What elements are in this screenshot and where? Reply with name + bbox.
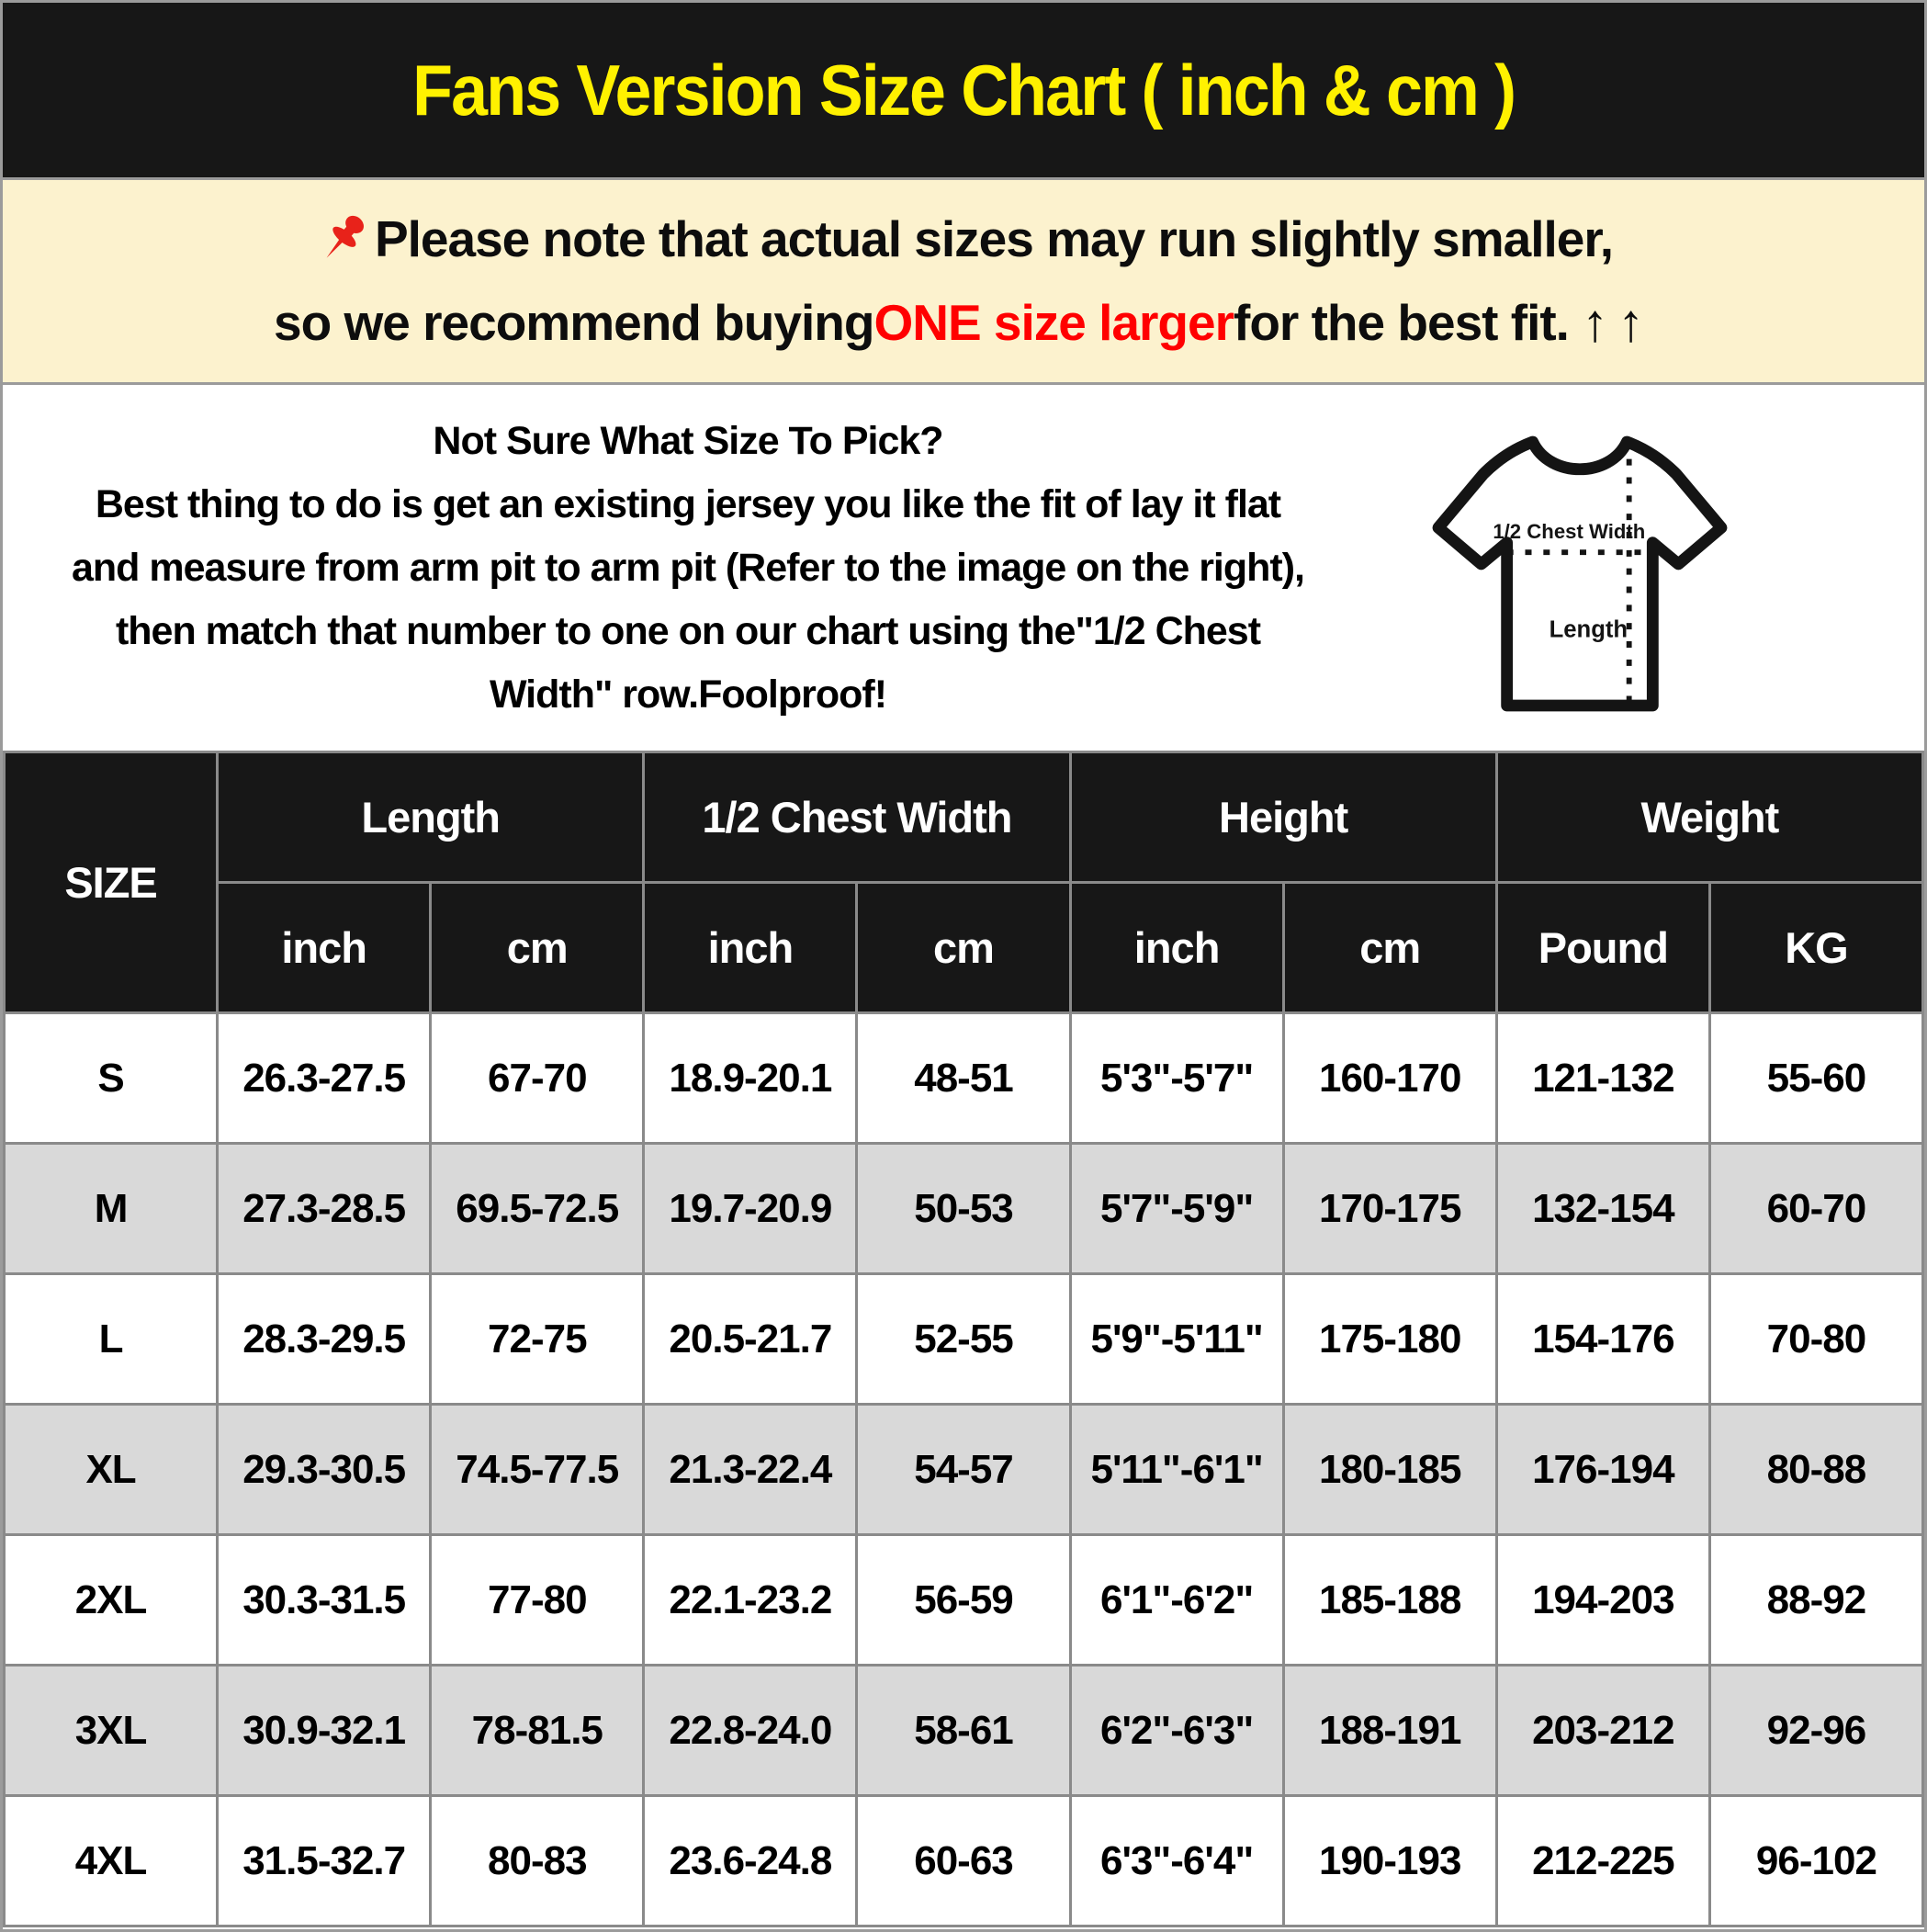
table-cell: 190-193 <box>1283 1796 1496 1926</box>
table-cell: 58-61 <box>857 1666 1070 1796</box>
tshirt-diagram <box>1419 410 1741 731</box>
table-cell: 194-203 <box>1496 1535 1709 1666</box>
table-cell: 92-96 <box>1709 1666 1922 1796</box>
page-title: Fans Version Size Chart ( inch & cm ) <box>412 49 1515 130</box>
size-table <box>3 751 1924 1927</box>
table-cell: 31.5-32.7 <box>218 1796 431 1926</box>
table-cell: 170-175 <box>1283 1144 1496 1274</box>
table-cell: 176-194 <box>1496 1405 1709 1535</box>
table-cell: 96-102 <box>1709 1796 1922 1926</box>
table-cell: 52-55 <box>857 1274 1070 1405</box>
size-cell: 2XL <box>5 1535 218 1666</box>
chest-width-label: 1/2 Chest Width <box>1493 520 1646 543</box>
guide-line: and measure from arm pit to arm pit (Refer to the image on the right), <box>71 545 1304 590</box>
table-cell: 23.6-24.8 <box>644 1796 857 1926</box>
table-cell: 72-75 <box>431 1274 644 1405</box>
table-cell: 20.5-21.7 <box>644 1274 857 1405</box>
guide-heading: Not Sure What Size To Pick? <box>433 418 943 463</box>
table-row <box>5 1796 1923 1926</box>
table-cell: 5'9"-5'11" <box>1070 1274 1283 1405</box>
note-text-1: Please note that actual sizes may run slightly smaller, <box>374 209 1614 267</box>
sub-header-height-inch: inch <box>1070 883 1283 1013</box>
table-cell: 30.9-32.1 <box>218 1666 431 1796</box>
title-band <box>3 3 1924 177</box>
table-cell: 18.9-20.1 <box>644 1013 857 1144</box>
size-cell: M <box>5 1144 218 1274</box>
table-cell: 203-212 <box>1496 1666 1709 1796</box>
length-label: Length <box>1549 616 1628 643</box>
table-cell: 5'7"-5'9" <box>1070 1144 1283 1274</box>
table-row <box>5 1535 1923 1666</box>
table-cell: 6'1"-6'2" <box>1070 1535 1283 1666</box>
table-cell: 77-80 <box>431 1535 644 1666</box>
table-cell: 74.5-77.5 <box>431 1405 644 1535</box>
table-cell: 180-185 <box>1283 1405 1496 1535</box>
table-cell: 60-63 <box>857 1796 1070 1926</box>
size-cell: 3XL <box>5 1666 218 1796</box>
sub-header-chest-cm: cm <box>857 883 1070 1013</box>
table-row <box>5 1144 1923 1274</box>
table-cell: 60-70 <box>1709 1144 1922 1274</box>
pushpin-icon <box>314 210 371 267</box>
table-cell: 29.3-30.5 <box>218 1405 431 1535</box>
table-cell: 70-80 <box>1709 1274 1922 1405</box>
table-cell: 27.3-28.5 <box>218 1144 431 1274</box>
table-cell: 30.3-31.5 <box>218 1535 431 1666</box>
table-cell: 80-88 <box>1709 1405 1922 1535</box>
table-cell: 154-176 <box>1496 1274 1709 1405</box>
table-cell: 21.3-22.4 <box>644 1405 857 1535</box>
table-cell: 55-60 <box>1709 1013 1922 1144</box>
table-cell: 26.3-27.5 <box>218 1013 431 1144</box>
table-cell: 67-70 <box>431 1013 644 1144</box>
table-row <box>5 1274 1923 1405</box>
table-cell: 121-132 <box>1496 1013 1709 1144</box>
size-cell: XL <box>5 1405 218 1535</box>
sub-header-length-inch: inch <box>218 883 431 1013</box>
note-line-2 <box>274 292 1653 354</box>
table-row <box>5 1013 1923 1144</box>
group-header-weight: Weight <box>1496 752 1922 883</box>
table-cell: 188-191 <box>1283 1666 1496 1796</box>
guide-line: then match that number to one on our chart using the"1/2 Chest <box>115 608 1261 653</box>
up-arrows-icon: ↑↑ <box>1581 292 1653 353</box>
table-row <box>5 1666 1923 1796</box>
table-cell: 69.5-72.5 <box>431 1144 644 1274</box>
size-cell: L <box>5 1274 218 1405</box>
guide-line: Width" row.Foolproof! <box>489 672 887 717</box>
table-cell: 212-225 <box>1496 1796 1709 1926</box>
sub-header-weight-pound: Pound <box>1496 883 1709 1013</box>
note-line-1 <box>314 209 1613 268</box>
table-cell: 80-83 <box>431 1796 644 1926</box>
group-header-chest-width: 1/2 Chest Width <box>644 752 1070 883</box>
table-cell: 50-53 <box>857 1144 1070 1274</box>
table-cell: 54-57 <box>857 1405 1070 1535</box>
group-header-row <box>5 752 1923 883</box>
sub-header-row <box>5 883 1923 1013</box>
table-cell: 6'2"-6'3" <box>1070 1666 1283 1796</box>
table-cell: 175-180 <box>1283 1274 1496 1405</box>
group-header-length: Length <box>218 752 644 883</box>
size-table-body <box>5 1013 1923 1926</box>
table-cell: 19.7-20.9 <box>644 1144 857 1274</box>
table-cell: 132-154 <box>1496 1144 1709 1274</box>
size-cell: 4XL <box>5 1796 218 1926</box>
guide-text <box>3 402 1419 734</box>
table-cell: 56-59 <box>857 1535 1070 1666</box>
sub-header-height-cm: cm <box>1283 883 1496 1013</box>
table-cell: 5'3"-5'7" <box>1070 1013 1283 1144</box>
note-text-2-pre: so we recommend buying <box>274 294 874 351</box>
group-header-height: Height <box>1070 752 1496 883</box>
sub-header-length-cm: cm <box>431 883 644 1013</box>
table-cell: 160-170 <box>1283 1013 1496 1144</box>
sub-header-chest-inch: inch <box>644 883 857 1013</box>
size-cell: S <box>5 1013 218 1144</box>
table-row <box>5 1405 1923 1535</box>
guide-line: Best thing to do is get an existing jersey you like the fit of lay it flat <box>95 481 1281 526</box>
table-cell: 5'11"-6'1" <box>1070 1405 1283 1535</box>
table-cell: 78-81.5 <box>431 1666 644 1796</box>
size-header-cell: SIZE <box>5 752 218 1013</box>
table-cell: 6'3"-6'4" <box>1070 1796 1283 1926</box>
table-cell: 48-51 <box>857 1013 1070 1144</box>
size-table-head <box>5 752 1923 1013</box>
table-cell: 22.1-23.2 <box>644 1535 857 1666</box>
one-size-larger-highlight: ONE size larger <box>873 294 1234 351</box>
table-cell: 28.3-29.5 <box>218 1274 431 1405</box>
tshirt-outline <box>1438 442 1721 706</box>
note-banner <box>3 177 1924 385</box>
guide-section <box>3 385 1924 751</box>
table-cell: 88-92 <box>1709 1535 1922 1666</box>
table-cell: 185-188 <box>1283 1535 1496 1666</box>
table-cell: 22.8-24.0 <box>644 1666 857 1796</box>
note-text-2-post: for the best fit. <box>1234 294 1569 351</box>
sub-header-weight-kg: KG <box>1709 883 1922 1013</box>
